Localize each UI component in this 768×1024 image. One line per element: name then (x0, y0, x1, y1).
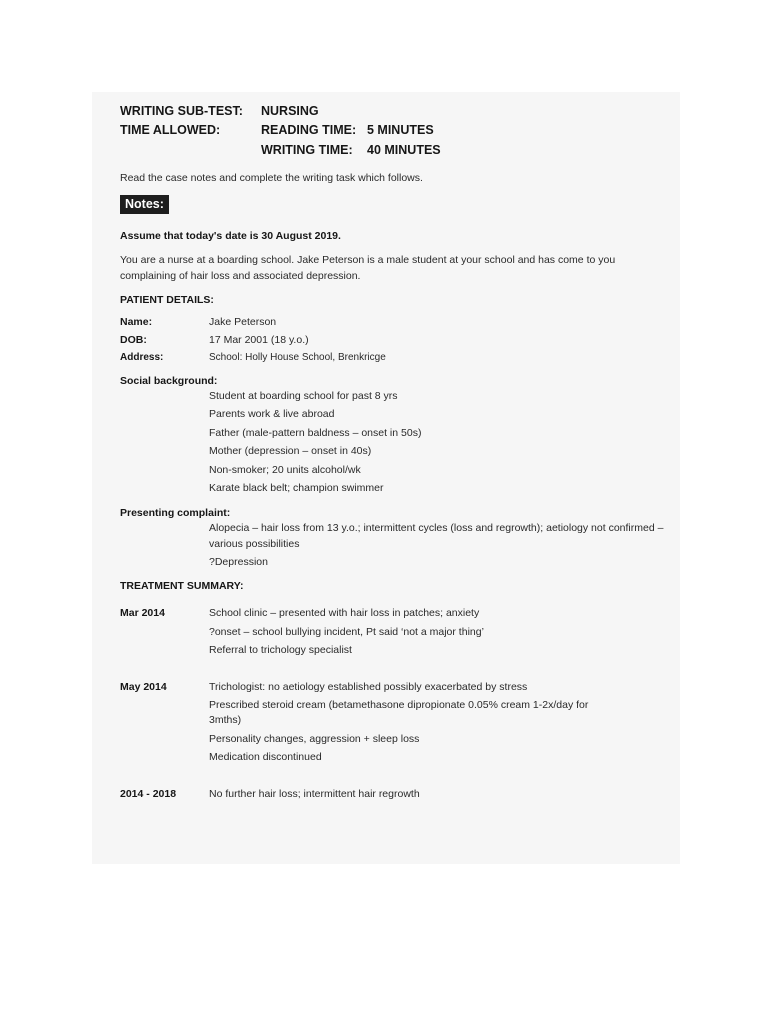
name-value: Jake Peterson (209, 316, 277, 328)
complaint-line: Alopecia – hair loss from 13 y.o.; intermittent cycles (loss and regrowth); aetiology not confirmed – (209, 522, 664, 534)
treatment-item: Prescribed steroid cream (betamethasone dipropionate 0.05% cream 1-2x/day for (209, 699, 589, 711)
subtest-label: WRITING SUB-TEST: (120, 104, 243, 118)
social-background-heading: Social background: (120, 375, 218, 387)
dob-value: 17 Mar 2001 (18 y.o.) (209, 334, 309, 346)
treatment-item: ?onset – school bullying incident, Pt said ‘not a major thing’ (209, 626, 484, 638)
patient-details-heading: PATIENT DETAILS: (120, 294, 214, 306)
document-page (92, 92, 680, 864)
writing-time-label: WRITING TIME: (261, 143, 353, 157)
notes-badge: Notes: (120, 195, 169, 214)
subtest-value: NURSING (261, 104, 319, 118)
address-value: School: Holly House School, Brenkricge (209, 352, 386, 363)
instruction-text: Read the case notes and complete the writing task which follows. (120, 172, 423, 184)
dob-label: DOB: (120, 334, 147, 346)
treatment-item: 3mths) (209, 714, 242, 726)
treatment-item: No further hair loss; intermittent hair regrowth (209, 788, 420, 800)
social-item: Father (male-pattern baldness – onset in 50s) (209, 427, 422, 439)
name-label: Name: (120, 316, 153, 328)
treatment-item: Medication discontinued (209, 751, 322, 763)
treatment-date: Mar 2014 (120, 607, 165, 619)
intro-line-2: complaining of hair loss and associated depression. (120, 270, 361, 282)
social-item: Parents work & live abroad (209, 408, 335, 420)
social-item: Non-smoker; 20 units alcohol/wk (209, 464, 361, 476)
time-allowed-label: TIME ALLOWED: (120, 123, 221, 137)
social-item: Student at boarding school for past 8 yrs (209, 390, 398, 402)
treatment-item: School clinic – presented with hair loss in patches; anxiety (209, 607, 480, 619)
complaint-line: ?Depression (209, 556, 268, 568)
treatment-item: Personality changes, aggression + sleep loss (209, 733, 420, 745)
social-item: Mother (depression – onset in 40s) (209, 445, 372, 457)
presenting-complaint-heading: Presenting complaint: (120, 507, 231, 519)
address-label: Address: (120, 352, 164, 363)
reading-time-value: 5 MINUTES (367, 123, 434, 137)
treatment-item: Trichologist: no aetiology established possibly exacerbated by stress (209, 681, 528, 693)
reading-time-label: READING TIME: (261, 123, 357, 137)
treatment-item: Referral to trichology specialist (209, 644, 352, 656)
treatment-summary-heading: TREATMENT SUMMARY: (120, 580, 244, 592)
treatment-date: May 2014 (120, 681, 167, 693)
complaint-line: various possibilities (209, 538, 300, 550)
treatment-date: 2014 - 2018 (120, 788, 177, 800)
writing-time-value: 40 MINUTES (367, 143, 441, 157)
assume-date-text: Assume that today's date is 30 August 2019. (120, 230, 341, 242)
social-item: Karate black belt; champion swimmer (209, 482, 384, 494)
intro-line-1: You are a nurse at a boarding school. Jake Peterson is a male student at your school and has come to you (120, 254, 616, 266)
